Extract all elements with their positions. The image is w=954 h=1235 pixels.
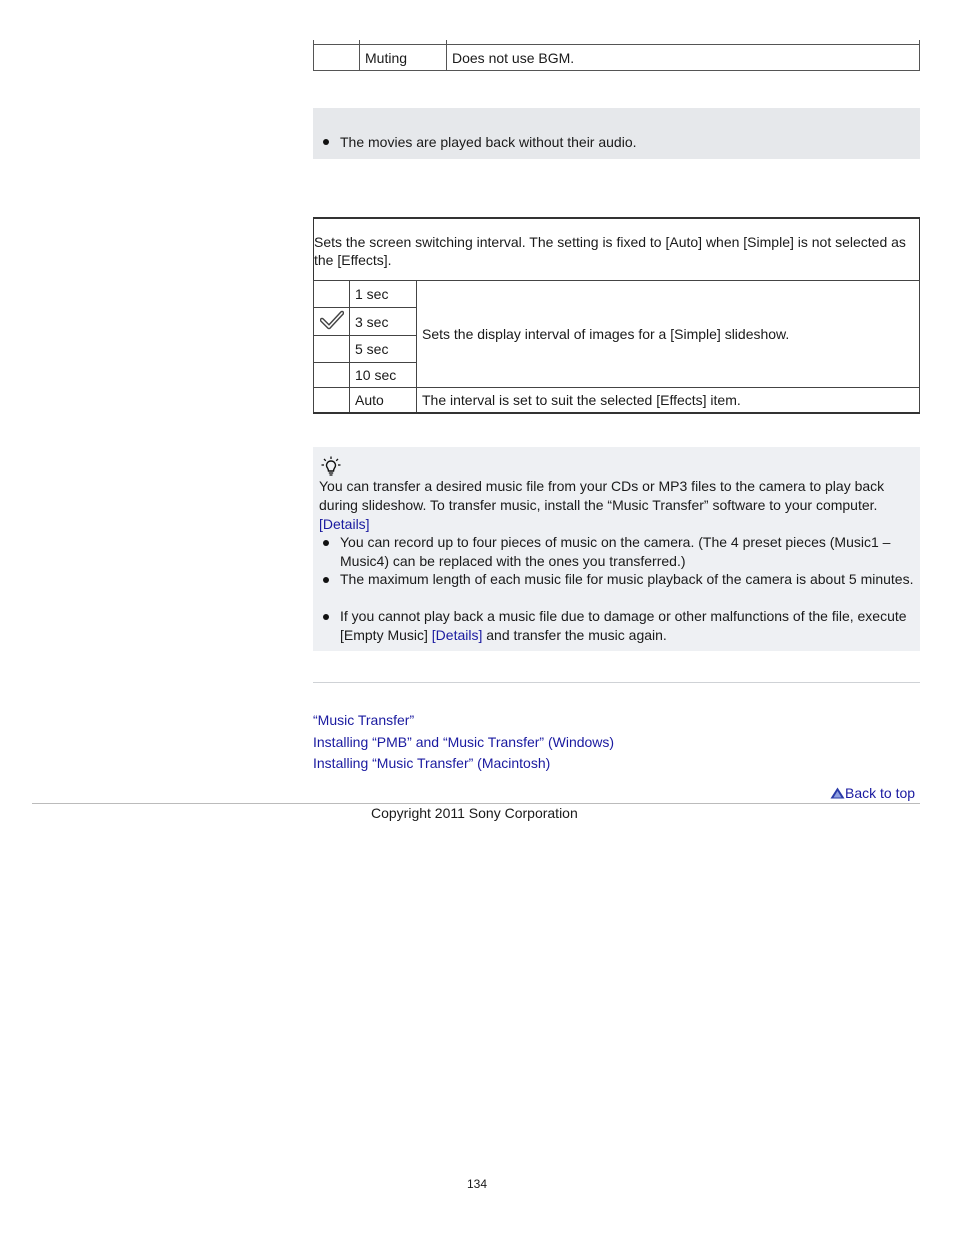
option-icon-cell xyxy=(314,308,350,336)
note-text: The movies are played back without their audio. xyxy=(340,134,637,150)
interval-table xyxy=(313,217,920,414)
footer-divider xyxy=(32,803,920,804)
option-label: 5 sec xyxy=(350,336,417,363)
option-label: Muting xyxy=(360,45,447,71)
copyright: Copyright 2011 Sony Corporation xyxy=(371,805,578,821)
option-description: The interval is set to suit the selected [Effects] item. xyxy=(417,388,920,413)
related-link-music-transfer[interactable]: “Music Transfer” xyxy=(313,712,415,728)
related-link-install-windows[interactable]: Installing “PMB” and “Music Transfer” (Windows) xyxy=(313,734,615,750)
option-icon-cell xyxy=(314,281,350,308)
option-icon-cell xyxy=(314,45,360,71)
bgm-option-table xyxy=(313,44,920,71)
table-row xyxy=(314,218,920,281)
hint-bullet-text: The maximum length of each music file for music playback of the camera is about 5 minutes. xyxy=(340,571,914,587)
page-number: 134 xyxy=(467,1177,488,1191)
hint-box xyxy=(313,447,920,651)
option-label: 3 sec xyxy=(350,308,417,336)
option-icon-cell xyxy=(314,336,350,363)
checkmark-icon xyxy=(320,310,344,330)
bullet xyxy=(323,540,329,546)
related-link-install-mac[interactable]: Installing “Music Transfer” (Macintosh) xyxy=(313,755,551,771)
option-label: Auto xyxy=(350,388,417,413)
interval-description: Sets the screen switching interval. The setting is fixed to [Auto] when [Simple] is not selected as the [Effects]. xyxy=(314,218,920,281)
table-row xyxy=(314,45,920,71)
section-divider xyxy=(313,682,920,683)
table-row xyxy=(314,388,920,413)
option-label: 10 sec xyxy=(350,363,417,388)
hint-bullet-text-before: If you cannot play back a music file due to damage or other malfunctions of the file, execute [Empty Music] xyxy=(340,608,907,643)
hint-intro: You can transfer a desired music file from your CDs or MP3 files to the camera to play back during slideshow. To transfer music, install the “Music Transfer” software to your computer. xyxy=(319,478,885,513)
bullet xyxy=(323,139,329,145)
option-icon-cell xyxy=(314,388,350,413)
up-triangle-icon xyxy=(830,787,845,799)
option-icon-cell xyxy=(314,363,350,388)
bullet xyxy=(323,577,329,583)
table-row xyxy=(314,281,920,308)
bullet xyxy=(323,614,329,620)
hint-bullet-text-after: and transfer the music again. xyxy=(486,626,667,643)
hint-bullet-text xyxy=(340,607,918,644)
lightbulb-icon xyxy=(321,456,341,476)
option-description: Does not use BGM. xyxy=(447,45,920,71)
details-link[interactable]: [Details] xyxy=(319,516,370,532)
hint-bullet-text: You can record up to four pieces of music on the camera. (The 4 preset pieces (Music1 – Music4) can be replaced with the ones you transferred.) xyxy=(340,534,891,569)
back-to-top-label: Back to top xyxy=(845,785,916,801)
option-group-description: Sets the display interval of images for a [Simple] slideshow. xyxy=(417,281,920,388)
details-link[interactable]: [Details] xyxy=(431,626,483,643)
option-label: 1 sec xyxy=(350,281,417,308)
note-box xyxy=(313,108,920,159)
back-to-top-link[interactable] xyxy=(830,785,915,801)
